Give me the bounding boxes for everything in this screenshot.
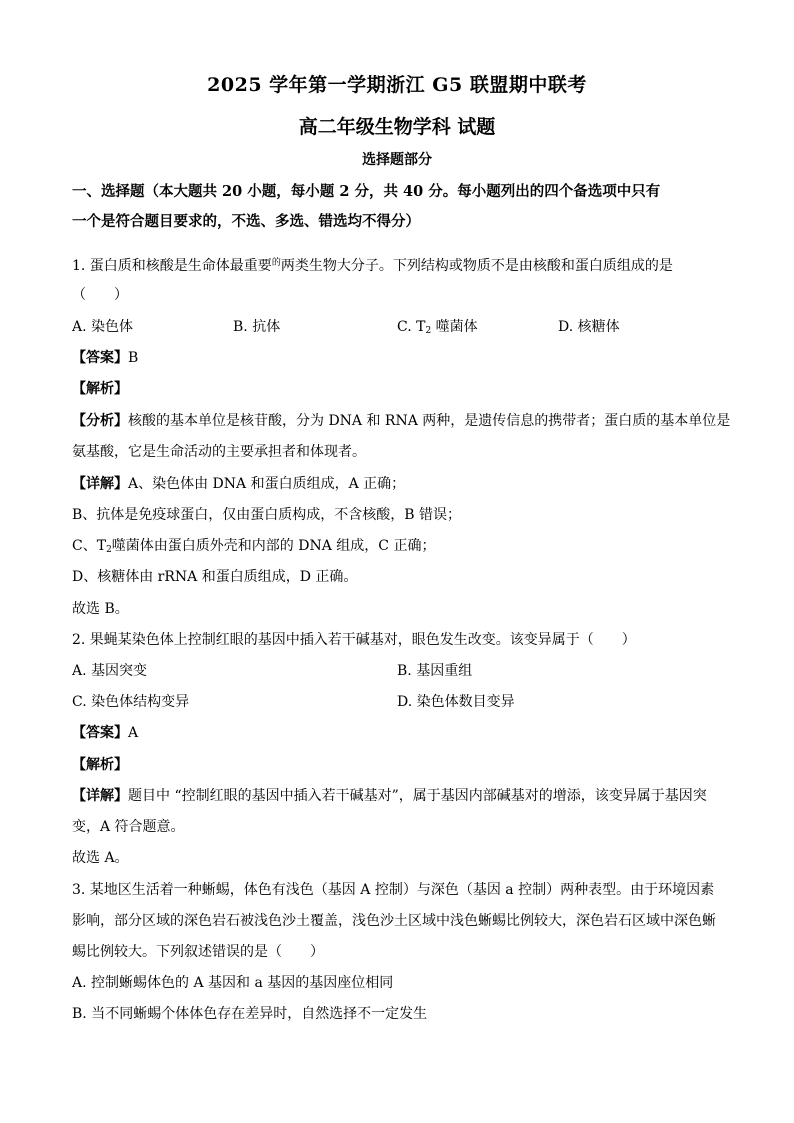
q1-option-c-sub: 2 xyxy=(425,326,432,336)
q1-detail-tag: 【详解】 xyxy=(72,476,128,492)
q2-detail-line2: 变，A 符合题意。 xyxy=(72,819,185,835)
q3-stem-line1: 3. 某地区生活着一种蜥蜴，体色有浅色（基因 A 控制）与深色（基因 a 控制）两种表型。由于环境因素 xyxy=(72,882,715,898)
q2-option-b: B. 基因重组 xyxy=(397,663,473,679)
q1-option-c-pre: C. T xyxy=(397,319,426,335)
q1-detail3-sub: 2 xyxy=(106,545,112,555)
q1-detail3-post: 噬菌体由蛋白质外壳和内部的 DNA 组成，C 正确； xyxy=(111,538,436,554)
q1-option-b: B. 抗体 xyxy=(233,319,281,335)
q1-fenxi-tag: 【分析】 xyxy=(72,413,128,429)
q1-option-a: A. 染色体 xyxy=(72,319,134,335)
q1-conclusion: 故选 B。 xyxy=(72,601,129,617)
q1-stem-text-b: 两类生物大分子。下列结构或物质不是由核酸和蛋白质组成的是 xyxy=(280,258,673,274)
q1-stem xyxy=(72,253,673,276)
q1-answer-tag: 【答案】 xyxy=(72,350,128,366)
q3-option-b: B. 当不同蜥蜴个体体色存在差异时，自然选择不一定发生 xyxy=(72,1006,428,1022)
q1-detail-text1: A、染色体由 DNA 和蛋白质组成，A 正确； xyxy=(128,476,406,492)
q1-option-d: D. 核糖体 xyxy=(558,319,620,335)
exam-subtitle: 高二年级生物学科 试题 xyxy=(298,116,496,138)
part-label: 选择题部分 xyxy=(362,152,432,168)
q2-option-d: D. 染色体数目变异 xyxy=(397,694,515,710)
section-heading xyxy=(72,177,732,237)
q1-fenxi-line1 xyxy=(72,411,730,431)
q1-detail-line4: D、核糖体由 rRNA 和蛋白质组成，D 正确。 xyxy=(72,569,358,585)
q2-detail-tag: 【详解】 xyxy=(72,788,128,804)
q1-detail-line2: B、抗体是免疫球蛋白，仅由蛋白质构成，不含核酸，B 错误； xyxy=(72,507,462,523)
q1-answer xyxy=(72,348,138,368)
q3-option-a: A. 控制蜥蜴体色的 A 基因和 a 基因的基因座位相同 xyxy=(72,975,394,991)
q2-answer-tag: 【答案】 xyxy=(72,725,128,741)
q1-stem-text-a: 1. 蛋白质和核酸是生命体最重要 xyxy=(72,258,272,274)
q3-stem-line2: 影响，部分区域的深色岩石被浅色沙土覆盖，浅色沙土区域中浅色蜥蜴比例较大，深色岩石区域中深色蜥 xyxy=(72,913,716,929)
q1-answer-value: B xyxy=(128,350,139,366)
q1-paren: （ ） xyxy=(72,287,128,303)
q1-stem-mark: 的 xyxy=(271,258,281,268)
q1-detail-line3 xyxy=(72,536,435,560)
q2-stem: 2. 果蝇某染色体上控制红眼的基因中插入若干碱基对，眼色发生改变。该变异属于（ ） xyxy=(72,632,636,648)
q1-fenxi-text1: 核酸的基本单位是核苷酸，分为 DNA 和 RNA 两种，是遗传信息的携带者；蛋白质的基本单位是 xyxy=(128,413,731,429)
q1-detail3-pre: C、T xyxy=(72,538,107,554)
q2-conclusion: 故选 A。 xyxy=(72,850,129,866)
exam-title: 2025 学年第一学期浙江 G5 联盟期中联考 xyxy=(207,74,587,96)
q2-analysis-tag: 【解析】 xyxy=(72,757,128,773)
q2-answer xyxy=(72,723,138,743)
q2-detail-line1 xyxy=(72,786,707,806)
q2-answer-value: A xyxy=(128,725,139,741)
q1-fenxi-line2: 氨基酸，它是生命活动的主要承担者和体现者。 xyxy=(72,444,366,460)
section-heading-line1: 一、选择题（本大题共 20 小题，每小题 2 分，共 40 分。每小题列出的四个备选项中只有 xyxy=(72,183,661,200)
q1-detail-line1 xyxy=(72,474,405,494)
q1-analysis-tag: 【解析】 xyxy=(72,381,128,397)
q2-option-a: A. 基因突变 xyxy=(72,663,148,679)
q1-option-c-post: 噬菌体 xyxy=(431,319,478,335)
q1-option-c xyxy=(397,317,478,341)
q2-detail-text1: 题目中 “控制红眼的基因中插入若干碱基对”，属于基因内部碱基对的增添，该变异属于基因突 xyxy=(128,788,707,804)
q3-stem-line3: 蜴比例较大。下列叙述错误的是（ ） xyxy=(72,944,324,960)
section-heading-line2: 一个是符合题目要求的，不选、多选、错选均不得分） xyxy=(72,213,420,230)
q2-option-c: C. 染色体结构变异 xyxy=(72,694,190,710)
